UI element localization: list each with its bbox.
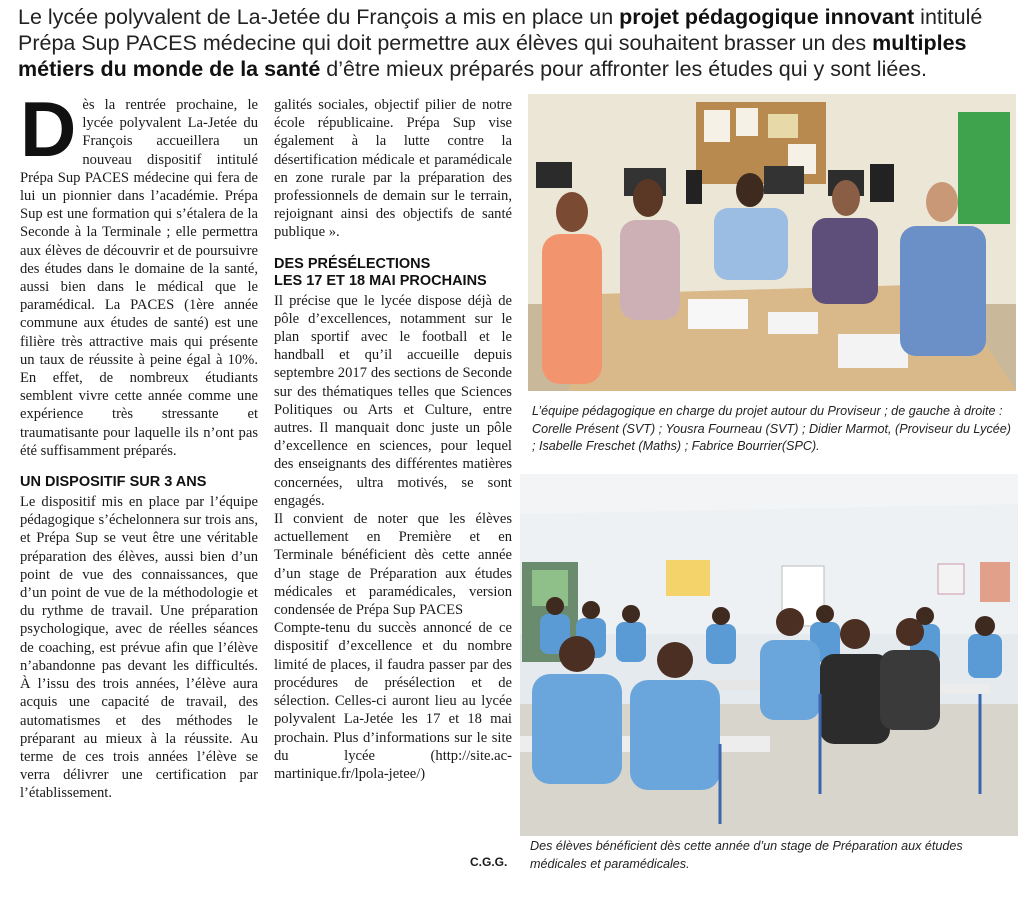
article-column-2: [274, 96, 512, 783]
staff-photo: [528, 94, 1016, 391]
paragraph-text: ès la rentrée prochaine, le lycée polyvalent La-Jetée du François accueillera un nouveau dispositif intitulé Prépa Sup PACES médecine qui fera de lui un pionnier dans l’académie. Prépa Sup est une formation qui s’étalera de la Seconde à la Terminale ; elle permettra aux élèves de découvrir et de poursuivre des études dans le domaine de la santé, aussi bien dans le médical que le paramédical. La PACES (1ère année commune aux études de santé) est une filière très attractive mais qui présente un taux de réussite à peine égal à 10%. En effet, de nombreux étudiants semblent vivre cette année comme une expérience très stressante et traumatisante pour laquelle ils n’ont pas été suffisamment préparés.: [20, 97, 258, 459]
paragraph: galités sociales, objectif pilier de notre école républicaine. Prépa Sup vise également à la lutte contre la désertification médicale et paramédicale en zone rurale par la préparation des professionnels de demain sur le terrain, rejoignant ainsi des objectifs de santé publique ».: [274, 97, 512, 241]
intro-text-2: intitulé Prépa Sup PACES médecine qui doit permettre aux élèves qui souhaitent brasser un des: [18, 5, 983, 55]
classroom-photo-caption: Des élèves bénéficient dès cette année d’un stage de Préparation aux études médicales et paramédicales.: [530, 839, 963, 871]
drop-cap: D: [20, 85, 77, 173]
intro-text-3: d’être mieux préparés pour affronter les études qui y sont liées.: [320, 57, 927, 81]
subheading-preselections: [274, 256, 512, 290]
intro-bold-2: multiples métiers du monde de la santé: [18, 31, 967, 81]
paragraph: Compte-tenu du succès annoncé de ce dispositif d’excellence et du nombre limité de places, il faudra passer par des procédures de présélection et de sélection. Celles-ci auront lieu au lycée polyvalent La-Jetée les 17 et 18 mai prochain. Plus d’informations sur le site du lycée (http://site.ac-martinique.fr/lpola-jetee/): [274, 620, 512, 782]
subheading-line: LES 17 ET 18 MAI PROCHAINS: [274, 272, 487, 289]
subheading-line: DES PRÉSÉLECTIONS: [274, 255, 431, 272]
classroom-photo: [520, 474, 1018, 836]
intro-text-1: Le lycée polyvalent de La-Jetée du François a mis en place un: [18, 5, 620, 29]
paragraph: [20, 85, 258, 460]
intro-bold-1: projet pédagogique innovant: [619, 5, 915, 29]
staff-photo-caption: L’équipe pédagogique en charge du projet autour du Proviseur ; de gauche à droite : Corelle Présent (SVT) ; Yousra Fourneau (SVT) ; Didier Marmot, (Proviseur du Lycée) ; Isabelle Freschet (Maths) ; Fabrice Bourrier(SPC).: [532, 404, 1011, 453]
article-intro: [18, 4, 1008, 82]
author-signature: C.G.G.: [470, 855, 508, 869]
paragraph: Il précise que le lycée dispose déjà de pôle d’excellences, notamment sur le plan sportif avec le football et le handball et qu’il accueille depuis septembre 2017 des sections de Seconde sur des thématiques telles que Sciences Politiques ou Arts et Culture, entre autres. Il manquait donc juste un pôle d’excellence en sciences, pour lequel des enseignants des différentes matières concernées, ultra motivés, se sont engagés.: [274, 292, 512, 509]
paragraph: Il convient de noter que les élèves actuellement en Première et en Terminale bénéficient dès cette année d’un stage de Préparation aux études médicales et paramédicales, version condensée de Prépa Sup PACES: [274, 511, 512, 619]
article-column-1: [20, 85, 258, 803]
subheading-dispositif: UN DISPOSITIF SUR 3 ANS: [20, 474, 207, 491]
paragraph: Le dispositif mis en place par l’équipe pédagogique s’échelonnera sur trois ans, et Prépa Sup se veut être une véritable préparation des élèves, aussi bien d’un point de vue des connaissances, que d’un point de vue de la méthodologie et du rythme de travail. Une préparation psychologique, avec de réelles séances de coaching, est prévue afin que l’élève n’abandonne pas devant les difficultés. À l’issu des trois années, l’élève aura acquis une capacité de travail, des automatismes et des méthodes le préparant au mieux à la réussite. Au terme de ces trois années l’élève se verra délivrer une certification par l’établissement.: [20, 494, 258, 802]
